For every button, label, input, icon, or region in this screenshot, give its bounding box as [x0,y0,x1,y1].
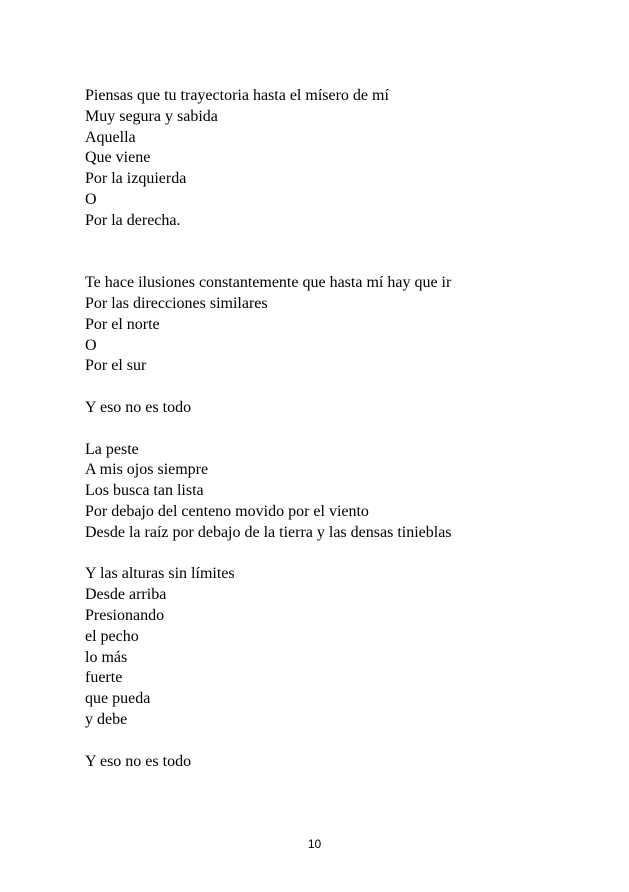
poem-line: Por la izquierda [85,170,187,188]
poem-line: Por la derecha. [85,211,181,229]
poem-line: Piensas que tu trayectoria hasta el mísero de mí [85,87,389,104]
poem-line: y debe [85,710,128,728]
poem-line: Desde arriba [85,586,167,604]
poem-line: Por las direcciones similares [85,294,268,312]
poem-line: Y eso no es todo [85,752,192,770]
poem-line: el pecho [85,627,139,645]
poem-line: Y las alturas sin límites [85,565,235,583]
poem-line: que pueda [85,690,151,708]
poem-line: Que viene [85,149,151,167]
poem-line: Por debajo del centeno movido por el viento [85,502,369,520]
stanza-break [85,731,605,752]
poem-line: Y eso no es todo [85,398,192,416]
stanza-break [85,544,605,565]
stanza-break [85,232,605,253]
poem-line: Los busca tan lista [85,482,204,500]
poem-line: Por el norte [85,315,160,333]
poem-line: Por el sur [85,357,147,375]
poem-line: fuerte [85,669,123,687]
poem-line: lo más [85,648,128,666]
poem-line: O [85,336,97,354]
page-number: 10 [307,837,322,851]
stanza-break [85,377,605,398]
poem-line: Desde la raíz por debajo de la tierra y las densas tinieblas [85,523,452,541]
stanza-break [85,419,605,440]
poem-line: O [85,190,97,208]
poem-body [85,86,605,772]
poem-line: A mis ojos siempre [85,461,209,479]
poem-line: Te hace ilusiones constantemente que hasta mí hay que ir [85,274,452,292]
poem-line: Aquella [85,128,136,146]
poem-line: Muy segura y sabida [85,107,218,125]
poem-line: Presionando [85,606,165,624]
poem-line: La peste [85,440,139,458]
stanza-break [85,252,605,273]
